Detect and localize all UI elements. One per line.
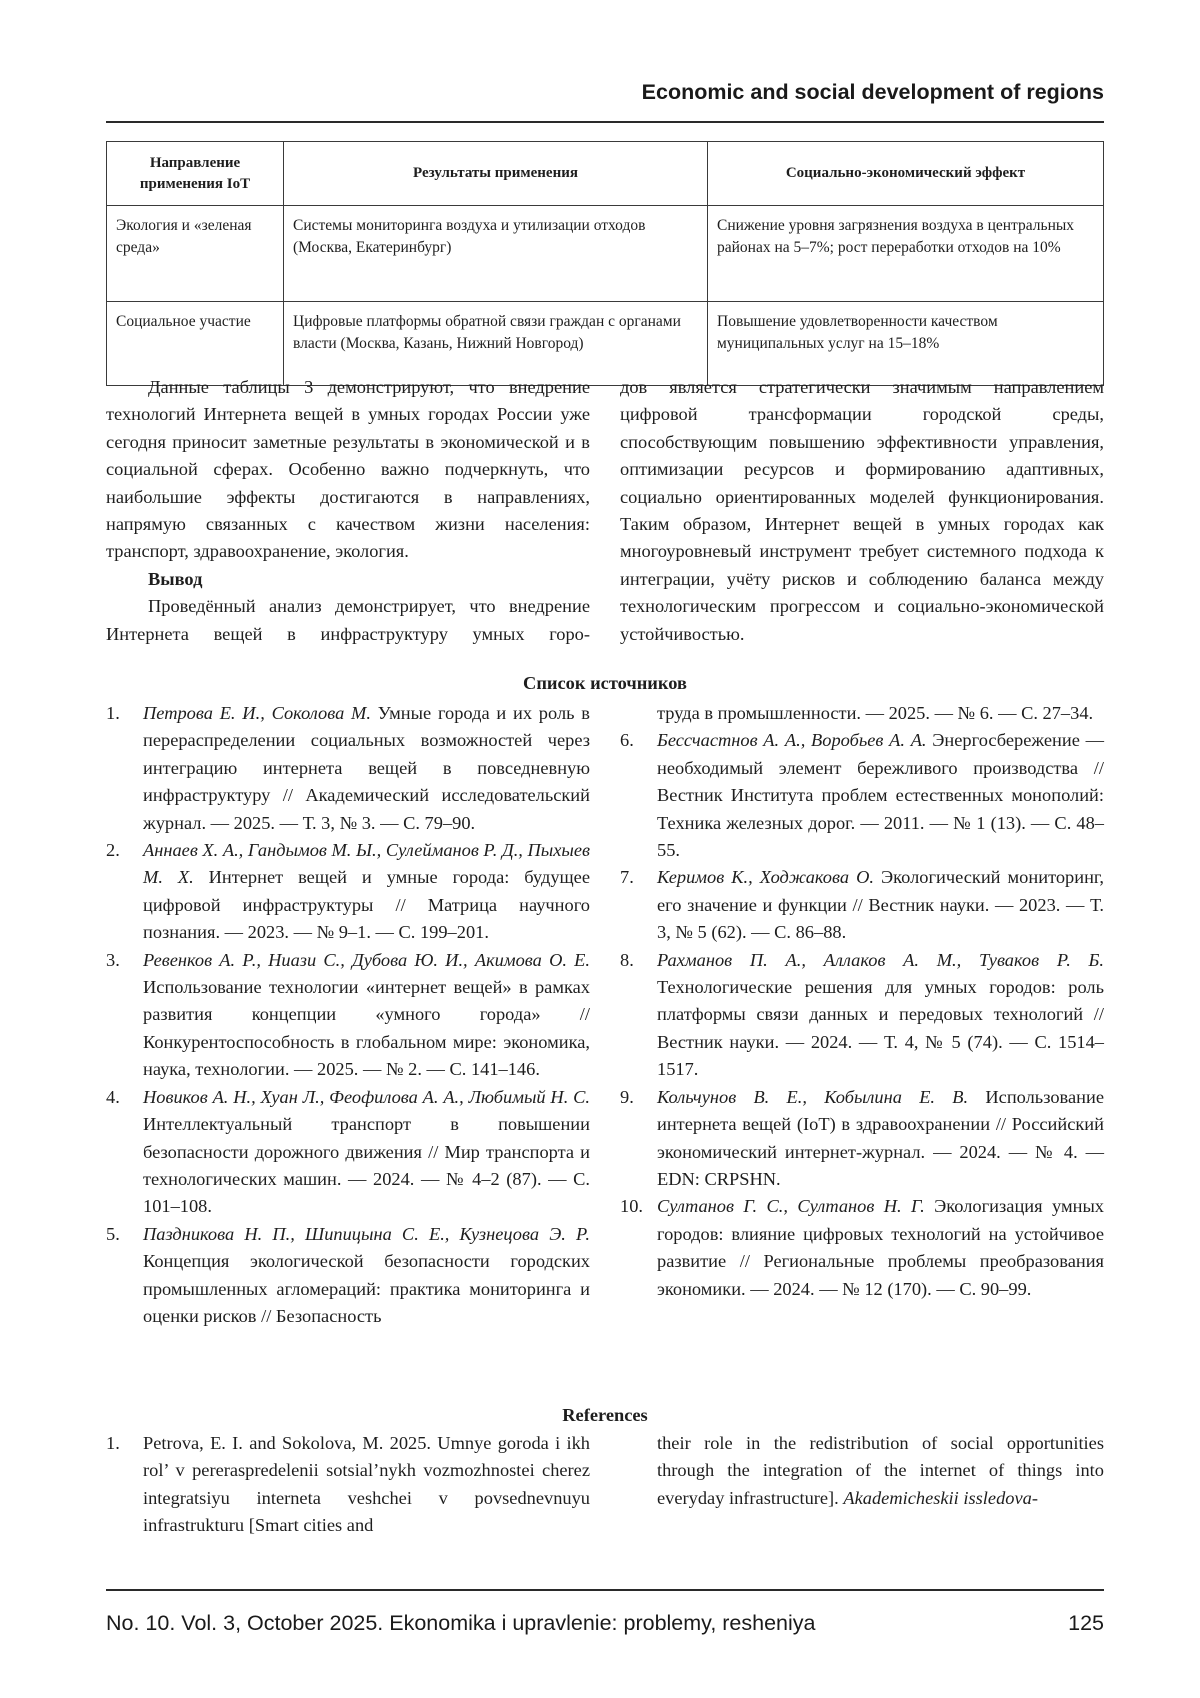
reference-authors: Паздникова Н. П., Шипицына С. Е., Кузнецова Э. Р. bbox=[143, 1223, 590, 1244]
iot-results-table bbox=[106, 141, 1104, 386]
references-list bbox=[106, 1430, 1104, 1540]
journal-citation: No. 10. Vol. 3, October 2025. Ekonomika i upravlenie: problemy, resheniya bbox=[106, 1611, 816, 1635]
cell-effect: Повышение удовлетворенности качеством муниципальных услуг на 15–18% bbox=[708, 302, 1104, 386]
running-title: Economic and social development of regions bbox=[641, 80, 1104, 104]
page-footer bbox=[106, 1611, 1104, 1636]
column-header-direction: Направление применения IoT bbox=[107, 142, 284, 206]
reference-item: 1. Petrova, E. I. and Sokolova, M. 2025. Umnye goroda i ikh rol’ v pereraspredelenii sotsial’nykh vozmozhnostei cherez integratsiyu interneta veshchei v povsednevnuyu infrastrukturu [Smart cities and bbox=[106, 1433, 590, 1536]
page-number: 125 bbox=[1068, 1611, 1104, 1635]
sources-heading: Список источников bbox=[523, 673, 687, 693]
references-column-right bbox=[620, 1430, 1104, 1540]
column-header-effect: Социально-экономический эффект bbox=[708, 142, 1104, 206]
conclusion-heading: Вывод bbox=[148, 568, 203, 589]
sources-column-right bbox=[620, 700, 1104, 1330]
reference-item-continuation: their role in the redistribution of social opportunities through the integration of the internet of things into everyday infrastructure]. Akademicheskii issledova- bbox=[657, 1433, 1104, 1508]
reference-authors: Аннаев Х. А., Гандымов М. Ы., Сулейманов Р. Д., Пыхыев М. Х. bbox=[143, 840, 590, 888]
paragraph-continuation: дов является стратегически значимым направлением цифровой трансформации городской среды, способствующим повышению эффективности управления, оптимизации ресурсов и формированию адаптивных, социально ориентированных моделей функционирования. Таким образом, Интернет вещей в умных городах как многоуровневый инструмент требует системного подхода к интеграции, учёту рисков и соблюдению баланса между технологическим прогрессом и социально-экономической устойчивостью. bbox=[620, 377, 1104, 644]
sources-column-left bbox=[106, 700, 590, 1330]
reference-item: 3. Ревенков А. Р., Ниази С., Дубова Ю. И., Акимова О. Е. Использование технологии «интернет вещей» в рамках развития концепции «умного города» // Конкурентоспособность в глобальном мире: экономика, наука, технологии. — 2025. — № 2. — С. 141–146. bbox=[106, 949, 590, 1080]
table-header-row bbox=[107, 142, 1104, 206]
references-heading: References bbox=[562, 1405, 648, 1425]
reference-authors: Рахманов П. А., Аллаков А. М., Туваков Р. Б. bbox=[657, 949, 1104, 970]
body-column-right bbox=[620, 374, 1104, 648]
reference-authors: Бессчастнов А. А., Воробьев А. А. bbox=[657, 730, 927, 751]
paragraph: Проведённый анализ демонстрирует, что внедрение Интернета вещей в инфраструктуру умных горо- bbox=[106, 596, 590, 644]
reference-authors: Ревенков А. Р., Ниази С., Дубова Ю. И., Акимова О. Е. bbox=[143, 949, 590, 970]
table-row bbox=[107, 206, 1104, 302]
reference-item: 8. Рахманов П. А., Аллаков А. М., Туваков Р. Б. Технологические решения для умных городов: роль платформы связи данных и передовых технологий // Вестник науки. — 2024. — Т. 4, № 5 (74). — С. 1514–1517. bbox=[620, 949, 1104, 1080]
reference-item-continuation: труда в промышленности. — 2025. — № 6. — С. 27–34. bbox=[657, 703, 1094, 723]
cell-results: Системы мониторинга воздуха и утилизации отходов (Москва, Екатеринбург) bbox=[284, 206, 708, 302]
reference-authors: Керимов К., Ходжакова О. bbox=[657, 867, 874, 888]
reference-item: 1. Петрова Е. И., Соколова М. Умные города и их роль в перераспределении социальных возможностей через интеграцию интернета вещей в повседневную инфраструктуру // Академический исследовательский журнал. — 2025. — Т. 3, № 3. — С. 79–90. bbox=[106, 703, 590, 833]
cell-direction: Социальное участие bbox=[107, 302, 284, 386]
reference-authors: Петрова Е. И., Соколова М. bbox=[143, 703, 371, 723]
reference-item: 5. Паздникова Н. П., Шипицына С. Е., Кузнецова Э. Р. Концепция экологической безопасности городских промышленных агломераций: практика мониторинга и оценки рисков // Безопасность bbox=[106, 1223, 590, 1326]
reference-authors: Новиков А. Н., Хуан Л., Феофилова А. А., Любимый Н. С. bbox=[143, 1086, 590, 1107]
reference-item: 2. Аннаев Х. А., Гандымов М. Ы., Сулейманов Р. Д., Пыхыев М. Х. Интернет вещей и умные города: будущее цифровой инфраструктуры // Матрица научного познания. — 2023. — № 9–1. — С. 199–201. bbox=[106, 840, 590, 943]
references-column-left bbox=[106, 1430, 590, 1540]
reference-authors: Султанов Г. С., Султанов Н. Г. bbox=[657, 1196, 925, 1217]
reference-item: 4. Новиков А. Н., Хуан Л., Феофилова А. А., Любимый Н. С. Интеллектуальный транспорт в повышении безопасности дорожного движения // Мир транспорта и технологических машин. — 2024. — № 4–2 (87). — С. 101–108. bbox=[106, 1086, 590, 1217]
table-row bbox=[107, 302, 1104, 386]
cell-direction: Экология и «зеленая среда» bbox=[107, 206, 284, 302]
body-text bbox=[106, 374, 1104, 648]
cell-results: Цифровые платформы обратной связи граждан с органами власти (Москва, Казань, Нижний Новгород) bbox=[284, 302, 708, 386]
footer-rule bbox=[106, 1589, 1104, 1591]
reference-item: 7. Керимов К., Ходжакова О. Экологический мониторинг, его значение и функции // Вестник науки. — 2023. — Т. 3, № 5 (62). — С. 86–88. bbox=[620, 867, 1104, 943]
paragraph: Данные таблицы 3 демонстрируют, что внедрение технологий Интернета вещей в умных городах России уже сегодня приносит заметные результаты в экономической и в социальной сферах. Особенно важно подчеркнуть, что наибольшие эффекты достигаются в направлениях, напрямую связанных с качеством жизни населения: транспорт, здравоохранение, экология. bbox=[106, 377, 590, 562]
column-header-results: Результаты применения bbox=[284, 142, 708, 206]
body-column-left bbox=[106, 374, 590, 648]
reference-authors: Кольчунов В. Е., Кобылина Е. В. bbox=[657, 1086, 969, 1107]
sources-list bbox=[106, 700, 1104, 1330]
reference-item: 10. Султанов Г. С., Султанов Н. Г. Экологизация умных городов: влияние цифровых технологий на устойчивое развитие // Региональные проблемы преобразования экономики. — 2024. — № 12 (170). — С. 90–99. bbox=[620, 1196, 1104, 1299]
reference-item: 6. Бессчастнов А. А., Воробьев А. А. Энергосбережение — необходимый элемент бережливого производства // Вестник Института проблем естественных монополий: Техника железных дорог. — 2011. — № 1 (13). — С. 48–55. bbox=[620, 730, 1104, 861]
reference-item: 9. Кольчунов В. Е., Кобылина Е. В. Использование интернета вещей (IoT) в здравоохранении // Российский экономический интернет-журнал. — 2024. — № 4. — EDN: CRPSHN. bbox=[620, 1086, 1104, 1189]
cell-effect: Снижение уровня загрязнения воздуха в центральных районах на 5–7%; рост переработки отходов на 10% bbox=[708, 206, 1104, 302]
header-rule bbox=[106, 121, 1104, 123]
